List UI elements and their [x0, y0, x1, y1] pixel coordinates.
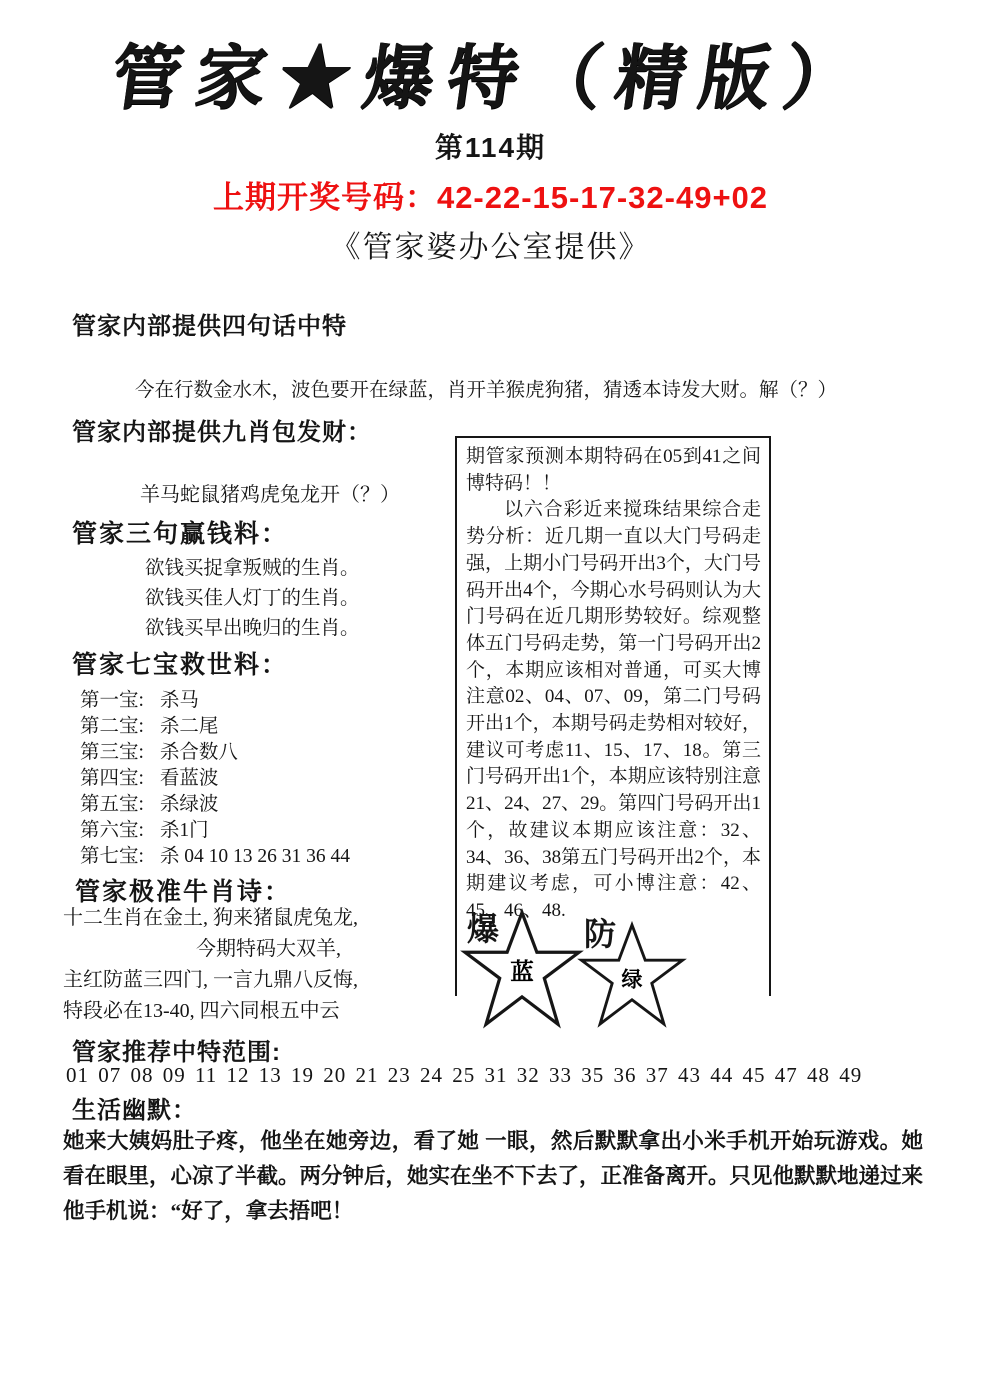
section-heading-nine-zodiac: 管家内部提供九肖包发财：: [72, 419, 372, 446]
section-heading-four-sentence: 管家内部提供四句话中特: [72, 313, 347, 340]
treasure-label: 第五宝:: [80, 794, 144, 815]
prediction-box: [455, 436, 771, 996]
prediction-analysis: 以六合彩近来搅珠结果综合走势分析：近几期一直以大门号码走强，上期小门号码开出3个，大门号码开出4个，今期心水号码则认为大门号码在近几期形势较好。综观整体五门号码走势，第一门号码开出2个，本期应该相对普通，可买大博注意02、04、07、09，第二门号码开出1个，本期号码走势相对较好，建议可考虑11、15、17、18。第三门号码开出1个，本期应该特别注意21、24、27、29。第四门号码开出1个，故建议本期应该注意：32、34、36、38第五门号码开出2个，本期建议考虑，可小博注意：42、45、46、48.: [466, 499, 761, 921]
treasure-value: 杀绿波: [159, 794, 219, 815]
prediction-intro: 期管家预测本期特码在05到41之间博特码！！: [466, 446, 761, 494]
guard-star-icon: [577, 916, 687, 1028]
treasure-value: 杀 04 10 13 26 31 36 44: [159, 846, 351, 867]
ox-poem-lines: [63, 903, 408, 1027]
guard-label: 防: [584, 916, 617, 952]
burst-label: 爆: [467, 911, 500, 947]
section-heading-seven-treasures: 管家七宝救世料：: [72, 652, 289, 679]
treasure-value: 杀马: [159, 690, 199, 711]
poem-line: 今期特码大双羊,: [196, 938, 341, 960]
four-sentence-body: 今在行数金水木，波色要开在绿蓝，肖开羊猴虎狗猪，猜透本诗发大财。解（？）: [135, 380, 838, 401]
treasure-value: 看蓝波: [159, 768, 219, 789]
section-heading-recommend: 管家推荐中特范围:: [72, 1039, 281, 1066]
treasure-label: 第一宝:: [80, 690, 144, 711]
treasure-row: [80, 740, 350, 766]
seven-treasures-list: [80, 688, 350, 870]
burst-star-text: 蓝: [510, 959, 534, 986]
issue-number: 第114期: [434, 132, 547, 163]
treasure-value: 杀二尾: [159, 716, 219, 737]
treasure-label: 第三宝:: [80, 742, 144, 763]
three-sentence-line: 欲钱买捉拿叛贼的生肖。: [145, 558, 360, 579]
treasure-label: 第七宝:: [80, 846, 144, 867]
treasure-row: [80, 688, 350, 714]
treasure-label: 第二宝:: [80, 716, 144, 737]
poem-line: 特段必在13-40, 四六同根五中云: [63, 1000, 340, 1022]
section-heading-humor: 生活幽默：: [72, 1097, 197, 1124]
last-draw-numbers: 上期开奖号码：42-22-15-17-32-49+02: [212, 180, 769, 215]
provider-line: 《管家婆办公室提供》: [330, 231, 651, 264]
treasure-label: 第四宝:: [80, 768, 144, 789]
treasure-row: [80, 792, 350, 818]
recommend-numbers: 01 07 08 09 11 12 13 19 20 21 23 24 25 31 32 33 35 36 37 43 44 45 47 48 49: [66, 1063, 863, 1087]
nine-zodiac-body: 羊马蛇鼠猪鸡虎兔龙开（？）: [140, 484, 400, 506]
poem-line: 主红防蓝三四门, 一言九鼎八反悔,: [63, 969, 358, 991]
treasure-row: [80, 818, 350, 844]
guard-star-text: 绿: [621, 967, 643, 992]
three-sentence-line: 欲钱买佳人灯丁的生肖。: [145, 588, 360, 609]
humor-body: 她来大姨妈肚子疼，他坐在她旁边，看了她 一眼，然后默默拿出小米手机开始玩游戏。她看在眼里，心凉了半截。两分钟后，她实在坐不下去了，正准备离开。只见他默默地递过来他手机说：“好了，拿去捂吧！: [63, 1129, 924, 1223]
three-sentence-line: 欲钱买早出晚归的生肖。: [145, 618, 360, 639]
section-heading-ox-poem: 管家极准牛肖诗：: [75, 879, 292, 906]
treasure-label: 第六宝:: [80, 820, 144, 841]
poem-line: 十二生肖在金土, 狗来猪鼠虎兔龙,: [63, 907, 358, 929]
treasure-row: [80, 844, 350, 870]
treasure-value: 杀合数八: [159, 742, 238, 763]
treasure-row: [80, 766, 350, 792]
section-heading-three-sentence: 管家三句赢钱料：: [72, 521, 289, 548]
burst-star-icon: [460, 910, 584, 1028]
treasure-value: 杀1门: [159, 820, 209, 841]
treasure-row: [80, 714, 350, 740]
page-title: 管家★爆特（精版）: [106, 41, 873, 118]
three-sentence-lines: [145, 554, 360, 644]
